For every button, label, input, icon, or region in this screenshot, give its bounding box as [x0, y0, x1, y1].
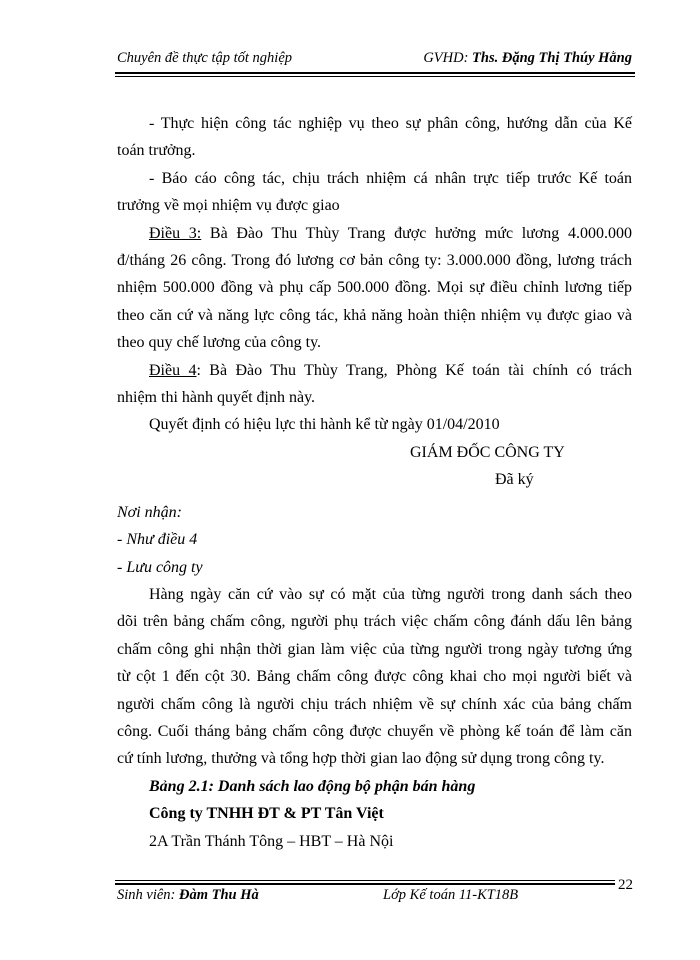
signed-note: Đã ký: [495, 471, 534, 489]
text-line: toán trưởng.: [117, 142, 196, 160]
footer-student-name: Đàm Thu Hà: [179, 887, 259, 903]
header-advisor-label: GVHD:: [423, 50, 473, 66]
text-line: người chấm công là người chịu trách nhiệm về sự chính xác của bảng chấm: [117, 695, 632, 713]
recipients-label: Nơi nhận:: [117, 503, 182, 521]
footer-class: Lớp Kế toán 11-KT18B: [383, 887, 519, 903]
article-4: [117, 357, 632, 412]
company-address: 2A Trần Thánh Tông – HBT – Hà Nội: [149, 832, 394, 850]
header-rule-thin: [115, 76, 635, 77]
footer-student: [117, 887, 259, 904]
text-line: - Thực hiện công tác nghiệp vụ theo sự phân công, hướng dẫn của Kế: [149, 115, 632, 132]
header-rule-thick: [115, 72, 635, 74]
text-span: Bà Đào Thu Thùy Trang được hưởng mức lương 4.000.000: [201, 224, 632, 242]
duty-item-1: [117, 110, 632, 165]
text-line: nhiệm thi hành quyết định này.: [117, 389, 316, 407]
document-body: [117, 110, 632, 855]
text-line: theo quy chế lương của công ty.: [117, 334, 322, 352]
footer-rule-thin: [115, 880, 615, 881]
text-line: [117, 220, 632, 247]
text-span: : Bà Đào Thu Thùy Trang, Phòng Kế toán tài chính có trách: [196, 361, 632, 379]
effective-date: Quyết định có hiệu lực thi hành kể từ ngày 01/04/2010: [149, 416, 500, 434]
recipient-item: - Lưu công ty: [117, 558, 203, 576]
header-advisor: [423, 50, 632, 67]
article-3: [117, 220, 632, 357]
duty-item-2: [117, 165, 632, 220]
page-number: 22: [618, 877, 633, 893]
signatory-title: GIÁM ĐỐC CÔNG TY: [410, 443, 565, 461]
recipient-item: - Như điều 4: [117, 531, 198, 549]
text-line: đ/tháng 26 công. Trong đó lương cơ bản công ty: 3.000.000 đồng, lương trách: [117, 252, 632, 270]
text-line: [117, 357, 632, 384]
footer-rule-thick: [115, 883, 615, 885]
table-caption: Bảng 2.1: Danh sách lao động bộ phận bán hàng: [149, 777, 476, 795]
text-line: từ cột 1 đến cột 30. Bảng chấm công được công khai cho mọi người biết và: [117, 668, 632, 686]
header-advisor-name: Ths. Đặng Thị Thúy Hằng: [472, 50, 632, 66]
footer-student-label: Sinh viên:: [117, 887, 180, 903]
article-3-label: Điều 3:: [149, 224, 202, 242]
text-line: công. Cuối tháng bảng chấm công được chuyển về phòng kế toán để làm căn: [117, 722, 632, 740]
timekeeping-paragraph: [117, 581, 632, 773]
text-line: cứ tính lương, thưởng và tổng hợp thời gian lao động sử dụng trong công ty.: [117, 750, 605, 768]
text-line: nhiệm 500.000 đồng và phụ cấp 500.000 đồng. Mọi sự điều chỉnh lương tiếp: [117, 279, 632, 297]
text-line: trưởng về mọi nhiệm vụ được giao: [117, 197, 340, 215]
company-name: Công ty TNHH ĐT & PT Tân Việt: [149, 805, 384, 823]
text-line: - Báo cáo công tác, chịu trách nhiệm cá nhân trực tiếp trước Kế toán: [149, 169, 632, 187]
text-line: dõi trên bảng chấm công, người phụ trách việc chấm công đánh dấu lên bảng: [117, 613, 632, 631]
text-line: chấm công ghi nhận thời gian làm việc của từng người trong ngày tương ứng: [117, 640, 632, 658]
article-4-label: Điều 4: [149, 361, 197, 379]
text-line: theo căn cứ và năng lực công tác, khả năng hoàn thiện nhiệm vụ được giao và: [117, 306, 632, 324]
text-line: Hàng ngày căn cứ vào sự có mặt của từng người trong danh sách theo: [149, 585, 632, 603]
header-topic: Chuyên đề thực tập tốt nghiệp: [117, 50, 293, 66]
